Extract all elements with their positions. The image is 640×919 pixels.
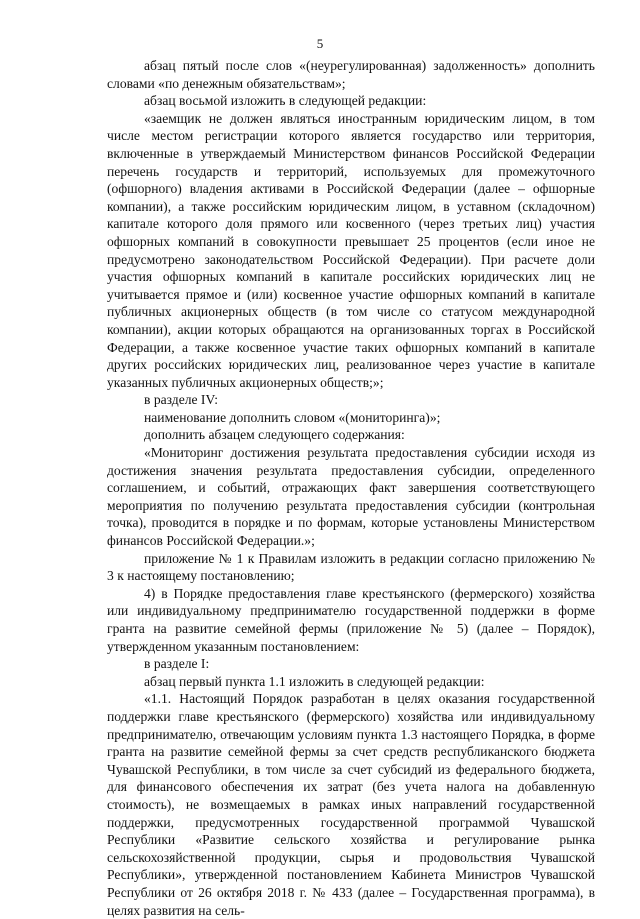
paragraph-4: в разделе IV: — [144, 392, 219, 408]
paragraph-1: абзац пятый после слов «(неурегулированная) задолженность» дополнить словами «по денежным обязательствам»; — [107, 58, 595, 91]
paragraph-11: абзац первый пункта 1.1 изложить в следующей редакции: — [144, 673, 485, 689]
document-body — [107, 57, 595, 919]
paragraph-5: наименование дополнить словом «(мониторинга)»; — [144, 409, 441, 425]
paragraph-7: «Мониторинг достижения результата предоставления субсидии исходя из достижения значения результата предоставления субсидии, определенного соглашением, и событий, отражающих факт завершения соответствующего мероприятия по получению результата предоставления субсидии (контрольная точка), проводится в порядке и по формам, которые установлены Министерством финансов Российской Федерации.»; — [107, 445, 595, 549]
paragraph-9: 4) в Порядке предоставления главе крестьянского (фермерского) хозяйства или индивидуальному предпринимателю государственной поддержки в форме гранта на развитие семейной фермы (приложение № 5) (далее – Порядок), утвержденном указанным постановлением: — [107, 585, 595, 654]
paragraph-12: «1.1. Настоящий Порядок разработан в целях оказания государственной поддержки главе крестьянского (фермерского) хозяйства или индивидуальному предпринимателю, отвечающим условиям пункта 1.3 настоящего Порядка, в форме гранта на развитие семейной фермы за счет средств республиканского бюджета Чувашской Республики, в том числе за счет субсидий из федерального бюджета, для финансового обеспечения их затрат (без учета налога на добавленную стоимость), не возмещаемых в рамках иных направлений государственной поддержки, предусмотренных государственной программой Чувашской Республики «Развитие сельского хозяйства и регулирование рынка сельскохозяйственной продукции, сырья и продовольствия Чувашской Республики», утвержденной постановлением Кабинета Министров Чувашской Республики от 26 октября 2018 г. № 433 (далее – Государственная программа), в целях развития на сель- — [107, 691, 595, 918]
page-number: 5 — [316, 36, 324, 51]
paragraph-3: «заемщик не должен являться иностранным юридическим лицом, в том числе местом регистрации которого является государство или территория, включенные в утверждаемый Министерством финансов Российской Федерации перечень государств и территорий, используемых для промежуточного (офшорного) владения активами в Российской Федерации (далее – офшорные компании), а также российским юридическим лицом, в уставном (складочном) капитале которого доля прямого или косвенного (через третьих лиц) участия офшорных компаний в совокупности превышает 25 процентов (если иное не предусмотрено законодательством Российской Федерации). При расчете доли участия офшорных компаний в капитале российских юридических лиц не учитывается прямое и (или) косвенное участие офшорных компаний в капитале публичных акционерных обществ (в том числе со статусом международной компании), акции которых обращаются на организованных торгах в Российской Федерации, а также косвенное участие таких офшорных компаний в капитале других российских юридических лиц, реализованное через участие в капитале указанных публичных акционерных обществ;»; — [107, 110, 595, 390]
paragraph-2: абзац восьмой изложить в следующей редакции: — [144, 93, 427, 109]
paragraph-10: в разделе I: — [144, 656, 210, 672]
paragraph-6: дополнить абзацем следующего содержания: — [144, 427, 405, 443]
paragraph-8: приложение № 1 к Правилам изложить в редакции согласно приложению № 3 к настоящему постановлению; — [107, 550, 595, 584]
